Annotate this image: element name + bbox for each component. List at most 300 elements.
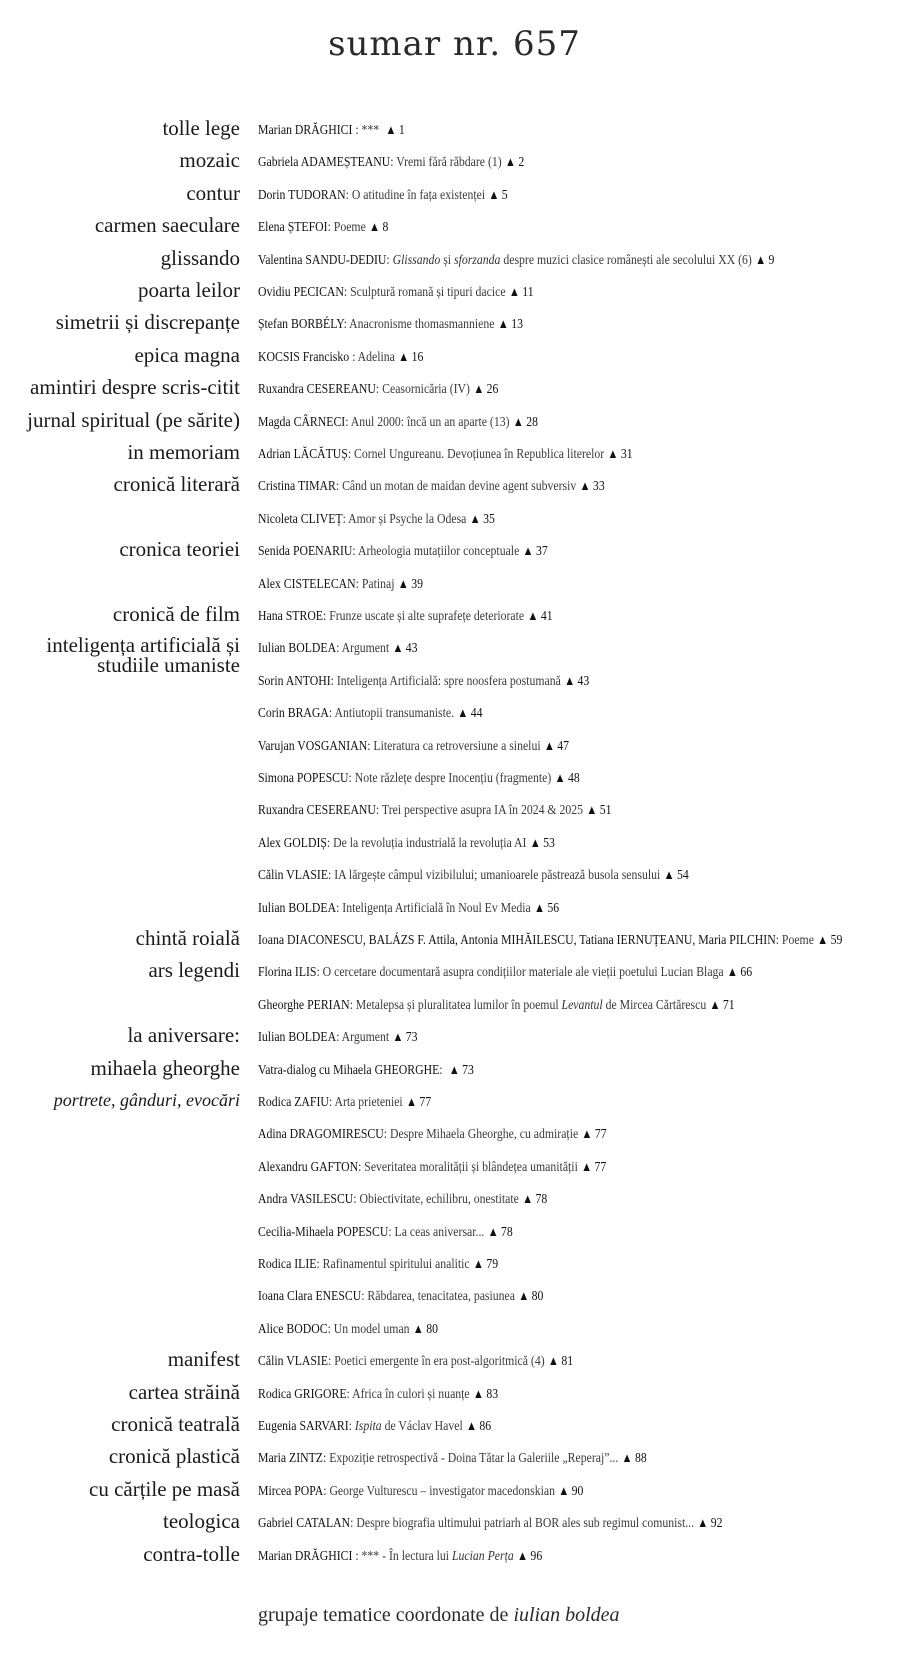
section-label	[95, 214, 240, 237]
entry-page-number: 73	[405, 1030, 418, 1046]
entry-title-text: Anacronisme thomasmanniene	[349, 317, 495, 333]
entry-author: Adrian LĂCĂTUȘ	[258, 447, 348, 462]
toc-entry	[258, 1448, 647, 1469]
entry-author: Adina DRAGOMIRESCU	[258, 1127, 384, 1143]
entry-page-number: 31	[620, 447, 633, 462]
entry-author: Simona POPESCU	[258, 771, 349, 786]
entry-author: Ruxandra CESEREANU	[258, 803, 376, 819]
entry-author: Valentina SANDU-DEDIU	[258, 252, 387, 268]
section-label-text: tolle lege	[162, 116, 240, 140]
entry-title	[782, 933, 814, 948]
page-marker-icon: ▲	[497, 316, 509, 332]
entry-title	[382, 803, 583, 818]
entry-author: Marian DRĂGHICI	[258, 123, 353, 138]
entry-author: Gabriela ADAMEȘTEANU	[258, 155, 391, 171]
entry-title	[373, 739, 540, 754]
entry-page-number: 86	[479, 1419, 492, 1434]
entry-page-number: 88	[634, 1451, 647, 1467]
entry-author: Alex CISTELECAN	[258, 576, 356, 592]
entry-title	[362, 1549, 514, 1564]
section-label-text: mihaela gheorghe	[90, 1055, 240, 1080]
entry-title	[334, 220, 366, 235]
page-marker-icon: ▲	[709, 996, 721, 1012]
page-marker-icon: ▲	[554, 770, 566, 785]
toc-entry	[258, 1092, 431, 1113]
entry-title-text: Despre biografia ultimului patriarh al BOR ales sub regimul comunist...	[356, 1516, 695, 1532]
entry-page-number: 59	[830, 933, 843, 948]
entry-title	[367, 1289, 515, 1304]
entry-title	[334, 1322, 410, 1337]
toc-entry	[258, 1384, 498, 1405]
entry-title-text: Severitatea moralității și blândețea umanității	[364, 1159, 578, 1175]
entry-author: Gheorghe PERIAN	[258, 997, 350, 1013]
entry-title-text: De la revoluția industrială la revoluția AI	[333, 835, 527, 851]
entry-title-text: Poetici emergente în era post-algoritmică (4)	[334, 1354, 545, 1370]
page-marker-icon: ▲	[522, 1191, 534, 1207]
entry-title-text: George Vulturescu – investigator macedonskian	[329, 1483, 555, 1499]
entry-page-number: 77	[594, 1159, 607, 1175]
entry-separator: :	[350, 1516, 357, 1532]
entry-title-text: Metalepsa și pluralitatea lumilor în poemul	[355, 997, 562, 1013]
entry-title	[358, 544, 519, 559]
section-label-text: poarta leilor	[137, 278, 240, 302]
page-marker-icon: ▲	[505, 154, 516, 170]
section-label	[162, 117, 240, 140]
entry-author: Ruxandra CESEREANU	[258, 382, 376, 398]
entry-author: Sorin ANTOHI	[258, 673, 331, 689]
toc-entry	[258, 606, 553, 627]
toc-row	[0, 895, 909, 925]
section-label	[119, 538, 240, 561]
entry-title	[329, 609, 524, 624]
entry-author: Gabriel CATALAN	[258, 1516, 351, 1532]
page-marker-icon: ▲	[621, 1450, 633, 1466]
entry-page-number: 33	[592, 479, 605, 495]
section-label	[127, 441, 240, 464]
entry-title-text: Argument	[341, 1030, 390, 1046]
entry-title-text: de Mircea Cărtărescu	[602, 997, 707, 1013]
toc-row	[0, 1543, 909, 1573]
entry-separator: :	[335, 479, 343, 495]
section-label	[54, 1089, 240, 1112]
entry-title-italic: Lucian Perța	[452, 1548, 514, 1564]
toc-entry	[258, 833, 555, 854]
entry-title	[351, 415, 510, 430]
entry-page-number: 81	[561, 1354, 574, 1370]
entry-title-text: IA lărgește câmpul vizibilului; umanioarele păstrează busola sensului	[334, 868, 661, 884]
entry-author: Ioana Clara ENESCU	[258, 1289, 362, 1305]
entry-title	[334, 1095, 402, 1110]
page-marker-icon: ▲	[392, 640, 404, 656]
entry-page-number: 54	[676, 868, 689, 884]
entry-separator: :	[346, 1386, 353, 1402]
entry-title-italic: Glissando	[392, 252, 441, 268]
entry-title	[355, 771, 552, 786]
toc-row	[0, 1024, 909, 1054]
toc-entry	[258, 509, 495, 530]
toc-entry	[258, 444, 633, 465]
entry-page-number: 43	[405, 641, 418, 657]
page-marker-icon: ▲	[755, 251, 767, 267]
entry-author: Ioana DIACONESCU, BALÁZS F. Attila, Antonia MIHĂILESCU, Tatiana IERNUȚEANU, Maria PILCHIN	[258, 933, 776, 948]
toc-entry	[258, 898, 559, 919]
entry-separator: :	[348, 1419, 355, 1434]
entry-separator: :	[328, 1354, 335, 1370]
entry-author: Alice BODOC	[258, 1321, 328, 1337]
toc-row	[0, 1219, 909, 1249]
toc-row	[0, 1445, 909, 1475]
toc-entry	[258, 476, 605, 497]
toc-entry	[258, 152, 524, 173]
toc-row	[0, 1089, 909, 1119]
entry-page-number: 80	[531, 1289, 544, 1305]
entry-separator: :	[342, 511, 349, 527]
entry-title	[395, 1225, 485, 1240]
entry-author: Cecilia-Mihaela POPESCU	[258, 1224, 389, 1240]
toc-row	[0, 409, 909, 439]
entry-title	[356, 1516, 694, 1531]
page-marker-icon: ▲	[398, 348, 410, 364]
entry-author: Călin VLASIE	[258, 868, 329, 884]
toc-row	[0, 1057, 909, 1087]
entry-title	[333, 836, 526, 851]
entry-page-number: 1	[398, 123, 405, 138]
toc-row	[0, 149, 909, 179]
entry-separator: :	[439, 1062, 446, 1078]
toc-entry	[258, 250, 774, 271]
section-label-text: contra-tolle	[143, 1541, 240, 1566]
entry-author: Ștefan BORBÉLY	[258, 317, 344, 333]
entry-separator: :	[345, 414, 351, 430]
section-label	[129, 1381, 240, 1404]
entry-author: Alex GOLDIȘ	[258, 835, 327, 851]
entry-title	[323, 1257, 470, 1272]
entry-separator: :	[390, 155, 397, 171]
entry-page-number: 83	[486, 1386, 499, 1402]
entry-title-text: Anul 2000: încă un an aparte (13)	[350, 414, 510, 430]
page-marker-icon: ▲	[534, 899, 545, 915]
page-marker-icon: ▲	[817, 932, 829, 947]
entry-page-number: 39	[411, 576, 423, 592]
entry-title	[362, 123, 383, 138]
page-marker-icon: ▲	[564, 672, 576, 688]
toc-row	[0, 344, 909, 374]
entry-title	[393, 253, 752, 268]
entry-title-text: Obiectivitate, echilibru, onestitate	[359, 1192, 519, 1208]
entry-author: Nicoleta CLIVEȚ	[258, 511, 343, 527]
toc-entry	[258, 768, 580, 789]
entry-title-text: Ceasornicăria (IV)	[382, 382, 470, 398]
entry-author: Cristina TIMAR	[258, 479, 336, 495]
entry-page-number: 2	[518, 155, 525, 171]
entry-separator: :	[349, 349, 358, 365]
section-label-text: cronica teoriei	[119, 537, 240, 562]
toc-entry	[258, 1319, 438, 1340]
page-marker-icon: ▲	[512, 413, 524, 429]
toc-row	[0, 633, 909, 678]
toc-entry	[258, 541, 548, 562]
entry-title	[342, 641, 389, 656]
page-marker-icon: ▲	[527, 608, 539, 623]
page-marker-icon: ▲	[466, 1418, 477, 1433]
section-label-text-line2: studiile umaniste	[97, 653, 240, 678]
toc-row	[0, 1316, 909, 1346]
page-title: sumar nr. 657	[328, 24, 581, 64]
entry-separator: :	[316, 1257, 323, 1272]
entry-separator: :	[367, 738, 374, 754]
entry-separator: :	[336, 641, 342, 657]
entry-page-number: 28	[526, 414, 538, 430]
section-label-text: cartea străină	[128, 1379, 240, 1404]
page-marker-icon: ▲	[385, 122, 397, 137]
entry-separator: :	[349, 997, 356, 1013]
entry-author: Ovidiu PECICAN	[258, 285, 344, 300]
toc-row	[0, 1283, 909, 1313]
entry-author: Marian DRĂGHICI	[258, 1548, 353, 1564]
entry-separator: :	[383, 1127, 390, 1143]
page-marker-icon: ▲	[517, 1547, 528, 1563]
section-label	[186, 182, 240, 205]
entry-title-italic: sforzanda	[454, 252, 501, 268]
toc-row	[0, 959, 909, 989]
page-marker-icon: ▲	[473, 1256, 484, 1271]
page-marker-icon: ▲	[547, 1353, 559, 1369]
section-label-text: ars legendi	[148, 958, 240, 983]
entry-author: Mircea POPA	[258, 1483, 324, 1499]
section-label	[161, 247, 240, 270]
toc-row	[0, 1154, 909, 1184]
entry-title-text: Frunze uscate și alte suprafețe deteriorate	[329, 609, 525, 624]
section-label	[113, 603, 240, 626]
page-marker-icon: ▲	[529, 834, 541, 850]
entry-page-number: 71	[722, 997, 735, 1013]
page-marker-icon: ▲	[697, 1515, 709, 1531]
toc-row	[0, 311, 909, 341]
entry-page-number: 41	[540, 609, 553, 624]
entry-separator: :	[352, 544, 358, 560]
section-label-text: epica magna	[134, 342, 240, 367]
entry-author: Maria ZINTZ	[258, 1451, 323, 1467]
section-label-text: cronică plastică	[108, 1444, 240, 1469]
entry-separator: :	[375, 382, 383, 398]
page-marker-icon: ▲	[457, 705, 469, 721]
section-label	[109, 1445, 240, 1468]
entry-title	[396, 155, 501, 170]
entry-author: Rodica ILIE	[258, 1257, 317, 1272]
toc-entry	[258, 800, 611, 821]
toc-entry	[258, 671, 589, 692]
section-label-text: manifest	[167, 1347, 240, 1372]
entry-title	[349, 317, 494, 332]
entry-title-text: Patinaj	[361, 576, 395, 592]
section-label	[127, 1024, 240, 1047]
entry-page-number: 16	[411, 349, 424, 365]
entry-author: Andra VASILESCU	[258, 1192, 354, 1208]
page-marker-icon: ▲	[586, 802, 598, 818]
toc-row	[0, 1186, 909, 1216]
entry-title-italic: Levantul	[561, 997, 603, 1013]
toc-row	[0, 1348, 909, 1378]
entry-title-text: Amor și Psyche la Odesa	[348, 511, 467, 527]
toc-entry	[258, 736, 569, 757]
section-label	[138, 279, 240, 302]
toc-row	[0, 992, 909, 1022]
entry-separator: :	[343, 317, 350, 333]
entry-title	[354, 447, 604, 462]
toc-row	[0, 830, 909, 860]
section-label	[111, 1413, 240, 1436]
entry-author: Iulian BOLDEA	[258, 641, 337, 657]
section-label-text: jurnal spiritual (pe sărite)	[27, 407, 240, 432]
entry-author: Magda CÂRNECI	[258, 414, 346, 430]
section-label	[91, 1057, 240, 1080]
entry-title-text: de Václav Havel	[381, 1419, 463, 1434]
entry-title-text: Inteligența Artificială în Noul Ev Media	[342, 900, 531, 916]
entry-title	[348, 512, 466, 527]
entry-separator: :	[348, 771, 355, 786]
toc-row	[0, 862, 909, 892]
page-marker-icon: ▲	[406, 1094, 417, 1109]
entry-title	[350, 285, 505, 300]
entry-page-number: 37	[535, 544, 548, 560]
entry-page-number: 78	[535, 1192, 548, 1208]
section-label-text: cronică literară	[113, 472, 240, 497]
section-label-text: cronică de film	[112, 602, 240, 626]
toc-entry	[258, 703, 482, 724]
entry-author: Rodica ZAFIU	[258, 1095, 329, 1110]
entry-separator: :	[352, 123, 362, 138]
entry-separator: :	[328, 1095, 335, 1110]
entry-author: KOCSIS Francisko	[258, 349, 350, 365]
toc-row	[0, 571, 909, 601]
page-marker-icon: ▲	[581, 1126, 593, 1142]
page-marker-icon: ▲	[469, 510, 481, 526]
section-label	[30, 376, 240, 399]
toc-entry	[258, 379, 498, 400]
toc-entry	[258, 217, 388, 238]
toc-entry	[258, 282, 534, 303]
entry-author: Dorin TUDORAN	[258, 187, 346, 203]
entry-page-number: 48	[567, 771, 580, 786]
section-label	[143, 1543, 240, 1566]
toc-entry	[258, 865, 689, 886]
entry-author: Iulian BOLDEA	[258, 1030, 337, 1046]
entry-separator: :	[316, 965, 323, 981]
section-label-text: contur	[186, 180, 240, 205]
entry-separator: :	[345, 187, 352, 203]
entry-title-text: Răbdarea, tenacitatea, pasiunea	[367, 1289, 515, 1305]
page-marker-icon: ▲	[448, 1061, 460, 1077]
toc-row	[0, 279, 909, 309]
page-marker-icon: ▲	[581, 1158, 593, 1174]
entry-separator: :	[330, 673, 337, 689]
section-label	[89, 1478, 240, 1501]
entry-title-text: Trei perspective asupra IA în 2024 & 2025	[381, 803, 584, 819]
entry-separator: :	[355, 576, 362, 592]
entry-title-text: Adelina	[357, 349, 395, 365]
page-marker-icon: ▲	[412, 1320, 424, 1336]
entry-page-number: 92	[710, 1516, 723, 1532]
entry-title	[390, 1127, 578, 1142]
entry-title-text: *** - În lectura lui	[361, 1548, 453, 1564]
section-label	[136, 927, 240, 950]
entry-page-number: 5	[501, 187, 508, 203]
entry-page-number: 80	[426, 1321, 439, 1337]
entry-separator: :	[375, 803, 382, 819]
page-marker-icon: ▲	[397, 575, 409, 591]
entry-title	[352, 188, 485, 203]
toc-entry	[258, 185, 508, 206]
entry-title-text: Poeme	[333, 220, 366, 236]
section-label-text: glissando	[160, 245, 240, 270]
section-label-text: cu cărțile pe masă	[89, 1476, 240, 1501]
footer-prefix: grupaje tematice coordonate de	[258, 1604, 514, 1626]
entry-title	[359, 1192, 518, 1207]
entry-title-text: Antiutopii transumaniste.	[334, 706, 455, 722]
section-label	[114, 473, 241, 496]
toc-entry	[258, 574, 423, 595]
section-label	[148, 959, 240, 982]
entry-title-text: Când un motan de maidan devine agent subversiv	[342, 479, 577, 495]
entry-title-text: Arta prieteniei	[334, 1095, 403, 1110]
section-label	[56, 311, 240, 334]
toc-row	[0, 700, 909, 730]
section-label-text: la aniversare:	[127, 1023, 240, 1048]
entry-page-number: 77	[594, 1127, 607, 1143]
toc-row	[0, 733, 909, 763]
entry-separator: :	[323, 609, 330, 624]
entry-page-number: 53	[543, 835, 555, 851]
entry-title	[334, 706, 454, 721]
page-marker-icon: ▲	[488, 186, 500, 202]
toc-row	[0, 765, 909, 795]
section-label-text: amintiri despre scris-citit	[30, 375, 240, 400]
toc-entry	[258, 1481, 583, 1502]
entry-separator: :	[336, 1030, 342, 1046]
toc-entry	[258, 1060, 474, 1081]
entry-title	[323, 965, 724, 980]
entry-separator: :	[328, 706, 335, 722]
entry-page-number: 79	[486, 1257, 499, 1272]
entry-title-text: Cornel Ungureanu. Devoțiunea în Republica literelor	[354, 447, 605, 462]
entry-page-number: 44	[470, 706, 483, 722]
entry-title	[342, 1030, 389, 1045]
entry-title-text: Literatura ca retroversiune a sinelui	[373, 738, 541, 754]
entry-separator: :	[343, 285, 351, 300]
entry-title-text: ***	[361, 123, 383, 138]
entry-title-text: despre muzici clasice românești ale secolului XX (6)	[500, 252, 752, 268]
entry-author: Vatra-dialog cu Mihaela GHEORGHE	[258, 1062, 440, 1078]
entry-title-text: O atitudine în fața existenței	[351, 187, 486, 203]
toc-entry	[258, 1027, 418, 1048]
toc-row	[0, 797, 909, 827]
toc-entry	[258, 1546, 542, 1567]
entry-title	[342, 479, 576, 494]
section-label-text: in memoriam	[127, 440, 240, 464]
page-marker-icon: ▲	[508, 284, 520, 299]
entry-page-number: 77	[419, 1095, 432, 1110]
entry-page-number: 78	[501, 1224, 513, 1240]
entry-separator: :	[775, 933, 782, 948]
entry-title-text: Sculptură romană și tipuri dacice	[350, 285, 506, 300]
toc-entry	[258, 1416, 491, 1437]
toc-row	[0, 1121, 909, 1151]
entry-title-text: Rafinamentul spiritului analitic	[322, 1257, 470, 1272]
toc-row	[0, 182, 909, 212]
page-marker-icon: ▲	[558, 1482, 570, 1498]
entry-separator: :	[322, 1451, 330, 1467]
entry-title	[342, 901, 530, 916]
